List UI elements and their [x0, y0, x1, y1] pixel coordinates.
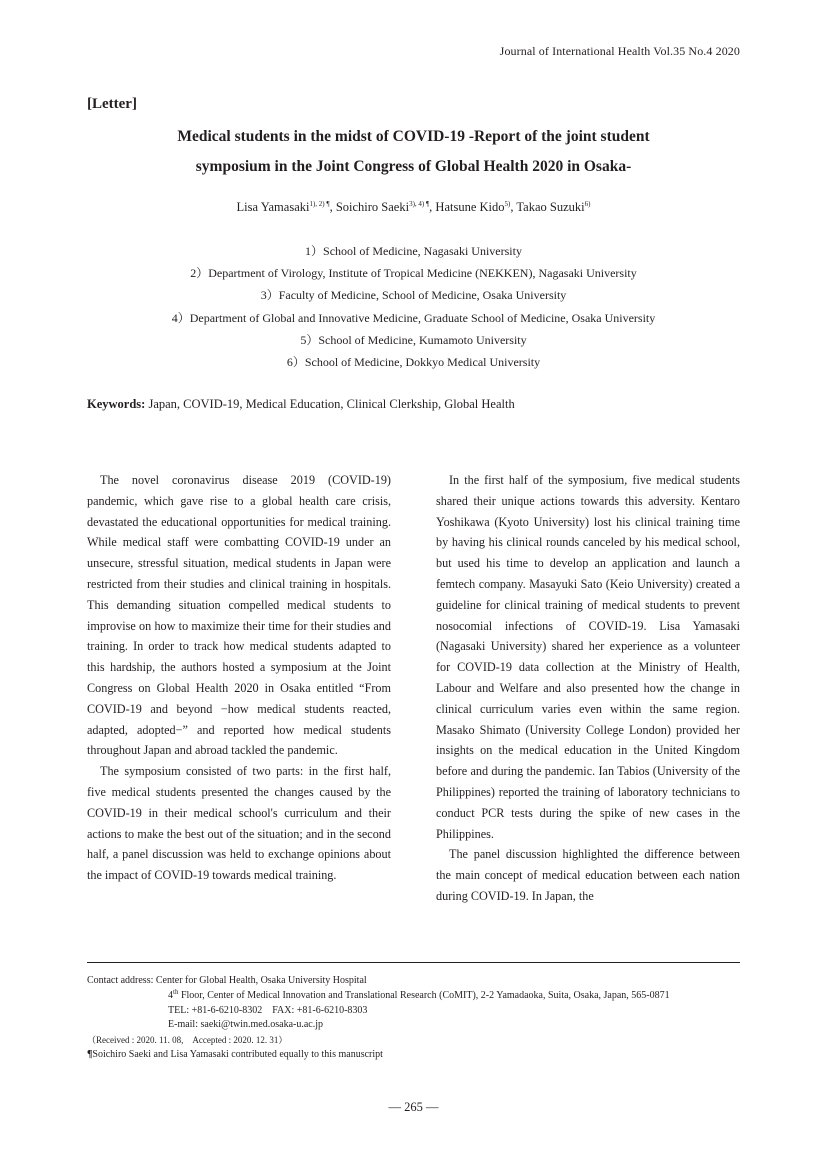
- affiliation-item: 2）Department of Virology, Institute of Tropical Medicine (NEKKEN), Nagasaki University: [190, 266, 637, 281]
- article-title: [87, 122, 740, 182]
- contact-label: Contact address:: [87, 975, 156, 986]
- floor-number: 4: [168, 989, 173, 1001]
- contact-organization: Center for Global Health, Osaka University Hospital: [155, 975, 367, 986]
- title-line-2: symposium in the Joint Congress of Global Health 2020 in Osaka-: [195, 158, 632, 175]
- affiliation-item: 1）School of Medicine, Nagasaki University: [305, 244, 522, 258]
- equal-contribution-note: [87, 1048, 740, 1063]
- author-separator: ,: [510, 200, 517, 214]
- page-number: — 265 —: [388, 1100, 439, 1114]
- footnote-divider: [87, 962, 740, 963]
- affiliation-item: 4）Department of Global and Innovative Medicine, Graduate School of Medicine, Osaka University: [171, 310, 656, 325]
- body-paragraph: The panel discussion highlighted the difference between the main concept of medical education between each nation during COVID-19. In Japan, the: [436, 847, 740, 903]
- tel-fax: TEL: +81-6-6210-8302 FAX: +81-6-6210-8303: [168, 1004, 368, 1016]
- author-list: [87, 200, 740, 215]
- affiliation-item: 5）School of Medicine, Kumamoto University: [300, 332, 527, 347]
- received-accepted-dates: （Received : 2020. 11. 08, Accepted : 2020. 12. 31）: [87, 1035, 288, 1046]
- contact-email: E-mail: saeki@twin.med.osaka-u.ac.jp: [168, 1019, 323, 1031]
- journal-header: Journal of International Health Vol.35 No.4 2020: [499, 44, 740, 58]
- article-type: [Letter]: [87, 96, 137, 112]
- author-affiliation-mark: 6): [584, 200, 591, 208]
- postal-address: [87, 989, 740, 1004]
- body-paragraph: The novel coronavirus disease 2019 (COVID-19) pandemic, which gave rise to a global health care crisis, devastated the educational opportunities for medical training. While medical staff were combatting COVID-19 under an unsecure, stressful situation, medical students in Japan were restricted from their studies and clinical training in hospitals. This demanding situation compelled medical students to improvise on how to maximize their time for their studies and training. In order to track how medical students adapted to this hardship, the authors hosted a symposium at the Joint Congress on Global Health 2020 in Osaka entitled “From COVID-19 and beyond −how medical students reacted, adapted, adopted−” and reported how medical students throughout Japan and abroad tackled the pandemic.: [87, 473, 391, 758]
- address-text: Floor, Center of Medical Innovation and Translational Research (CoMIT), 2-2 Yamadaoka, Suita, Osaka, Japan, 565-0871: [178, 989, 670, 1001]
- author-affiliation-mark: 1), 2) ¶: [309, 200, 330, 208]
- body-paragraph: In the first half of the symposium, five medical students shared their unique actions towards this adversity. Kentaro Yoshikawa (Kyoto University) lost his clinical training time by having his clinical rounds canceled by his medical school, but used his time to develop an application and launch a femtech company. Masayuki Sato (Keio University) created a guideline for clinical training of medical students to prevent nosocomial infections of COVID-19. Lisa Yamasaki (Nagasaki University) shared her experience as a volunteer for COVID-19 data collection at the Ministry of Health, Labour and Welfare and also presented how the change in clinical curriculum varies even within the same region. Masako Shimato (University College London) provided her insights on the medical education in the United Kingdom before and during the pandemic. Ian Tabios (University of the Philippines) reported the training of laboratory technicians to conduct PCR tests during the spike of new cases in the Philippines.: [436, 473, 740, 841]
- keywords: [87, 397, 515, 412]
- contact-address: [87, 974, 740, 989]
- author-affiliation-mark: 5): [504, 200, 511, 208]
- affiliation-item: 3）Faculty of Medicine, School of Medicine, Osaka University: [260, 288, 567, 303]
- affiliation-list: [87, 240, 740, 373]
- author-name: Takao Suzuki: [516, 200, 585, 214]
- author-affiliation-mark: 3), 4) ¶: [409, 200, 430, 208]
- keywords-label: Keywords:: [87, 397, 146, 411]
- equal-contribution-mark: ¶: [87, 1048, 93, 1060]
- body-column-left: [87, 470, 391, 886]
- footnote: [87, 974, 740, 1063]
- author-name: Hatsune Kido: [435, 200, 505, 214]
- keywords-list: Japan, COVID-19, Medical Education, Clinical Clerkship, Global Health: [145, 397, 515, 411]
- affiliation-item: 6）School of Medicine, Dokkyo Medical University: [286, 355, 541, 370]
- author-separator: ,: [429, 200, 436, 214]
- author-name: Lisa Yamasaki: [236, 200, 310, 214]
- body-paragraph: The symposium consisted of two parts: in the first half, five medical students presented the changes caused by the COVID-19 in their medical school's curriculum and their actions to make the best out of the situation; and in the second half, a panel discussion was held to exchange opinions about the impact of COVID-19 towards medical training.: [87, 764, 391, 883]
- equal-contribution-text: Soichiro Saeki and Lisa Yamasaki contributed equally to this manuscript: [92, 1048, 383, 1060]
- author-name: Soichiro Saeki: [335, 200, 410, 214]
- floor-ordinal: th: [173, 987, 179, 996]
- author-separator: ,: [329, 200, 336, 214]
- body-column-right: [436, 470, 740, 907]
- title-line-1: Medical students in the midst of COVID-19 -Report of the joint student: [177, 128, 650, 145]
